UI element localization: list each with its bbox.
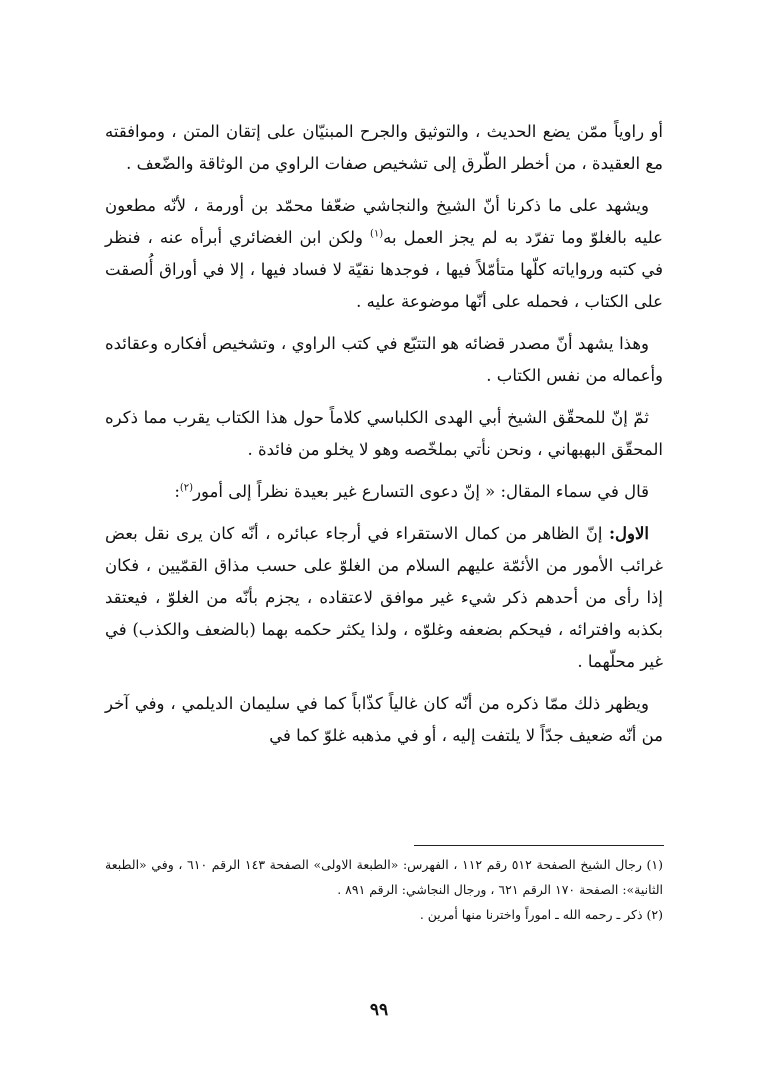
paragraph-2-text-b: ولكن ابن الغضائري أبرأه عنه ، فنظر في كتبه ورواياته كلّها متأمّلاً فيها ، فوجدها نقيّة لا فساد فيها ، إلا في أوراق أُلصقت على الكتاب ، فحمله على أنّها موضوعة عليه . <box>105 228 663 311</box>
footnote-1: (١) رجال الشيخ الصفحة ٥١٢ رقم ١١٢ ، الفهرس: «الطبعة الاولى» الصفحة ١٤٣ الرقم ٦١٠ ، وفي «الطبعة الثانية»: الصفحة ١٧٠ الرقم ٦٢١ ، ورجال النجاشي: الرقم ٨٩١ . <box>105 857 663 897</box>
paragraph-3-text: وهذا يشهد أنّ مصدر قضائه هو التتبّع في كتب الراوي ، وتشخيص أفكاره وعقائده وأعماله من نفس الكتاب . <box>105 334 663 385</box>
paragraph-1 <box>105 116 663 180</box>
paragraph-7 <box>105 688 663 752</box>
paragraph-3 <box>105 328 663 392</box>
paragraph-5 <box>105 476 663 508</box>
paragraph-6 <box>105 518 663 678</box>
footnote-ref-2: (٢) <box>179 482 194 494</box>
footnote-2: (٢) ذكر ـ رحمه الله ـ اموراً واخترنا منها أمرين . <box>419 907 663 922</box>
page-number: ٩٩ <box>369 1000 389 1020</box>
paragraph-1-text: أو راوياً ممّن يضع الحديث ، والتوثيق والجرح المبنيّان على إتقان المتن ، وموافقته مع العقيدة ، من أخطر الطّرق إلى تشخيص صفات الراوي من الوثاقة والضّعف . <box>105 122 663 173</box>
paragraph-6-text: إنّ الظاهر من كمال الاستقراء في أرجاء عبائره ، أنّه كان يرى نقل بعض غرائب الأمور من الأئمّة عليهم السلام من الغلوّ على حسب مذاق القمّيين ، فكان إذا رأى من أحدهم ذكر شيء غير موافق لاعتقاده ، يجزم بأنّه من الغلوّ ، فيعتقد بكذبه وافترائه ، فيحكم بضعفه وغلوّه ، ولذا يكثر حكمه بهما (بالضعف والكذب) في غير محلّهما . <box>105 524 663 671</box>
footnotes <box>105 852 663 927</box>
paragraph-5-text-b: : <box>174 482 180 501</box>
paragraph-5-text-a: قال في سماء المقال: « إنّ دعوى التسارع غير بعيدة نظراً إلى أمور <box>193 482 649 501</box>
footnote-divider <box>414 845 664 846</box>
paragraph-2 <box>105 190 663 318</box>
paragraph-4 <box>105 402 663 466</box>
footnote-ref-1: (١) <box>369 228 384 240</box>
paragraph-7-text: ويظهر ذلك ممّا ذكره من أنّه كان غالياً كذّاباً كما في سليمان الديلمي ، وفي آخر من أنّه ضعيف جدّاً لا يلتفت إليه ، أو في مذهبه غلوّ كما في <box>105 694 663 745</box>
main-text <box>105 116 663 762</box>
paragraph-2-text-a: ويشهد على ما ذكرنا أنّ الشيخ والنجاشي ضعّفا محمّد بن أورمة ، لأنّه مطعون عليه بالغلوّ وما تفرّد به لم يجز العمل به <box>105 196 664 247</box>
paragraph-6-lead: الاول: <box>608 524 649 543</box>
paragraph-4-text: ثمّ إنّ للمحقّق الشيخ أبي الهدى الكلباسي كلاماً حول هذا الكتاب يقرب مما ذكره المحقّق البهبهاني ، ونحن نأتي بملخّصه وهو لا يخلو من فائدة . <box>105 408 663 459</box>
